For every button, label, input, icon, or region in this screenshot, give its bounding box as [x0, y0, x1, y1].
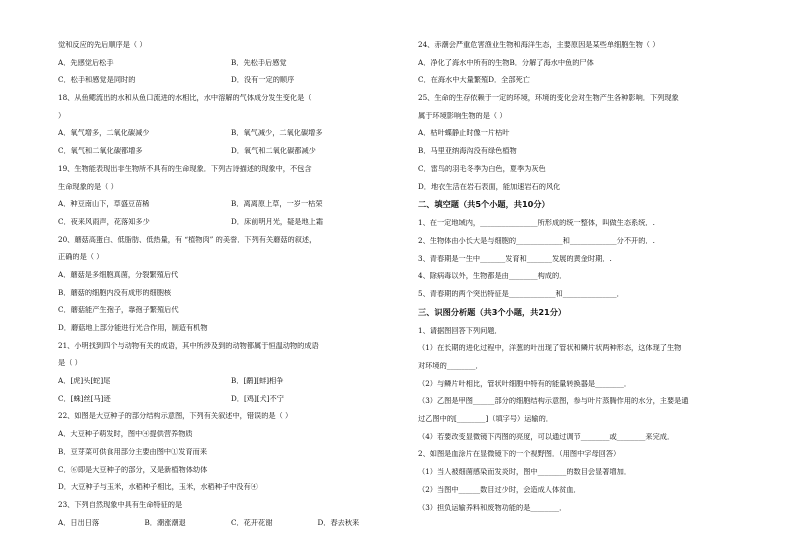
- question-line: 属于环境影响生物的是（ ）: [418, 111, 507, 120]
- option-row: [58, 59, 404, 67]
- question-line: B．豆芽菜可供食用部分主要由图中①发育而来: [58, 447, 208, 456]
- question-line: （4）若要改变显微镜下丙图的亮度，可以通过调节________或________来完成．: [418, 432, 675, 441]
- option-text: A．氧气增多，二氧化碳减少: [58, 129, 150, 138]
- question-line: 1、请据图回答下列问题．: [418, 326, 502, 335]
- question-line: 21、小明找到四个与动物有关的成语，其中所涉及到的动物都属于恒温动物的成语: [58, 341, 319, 350]
- question-line: C．雷鸟的羽毛冬季为白色，夏季为灰色: [418, 164, 546, 173]
- question-line: C．蘑菇能产生孢子，靠孢子繁殖后代: [58, 306, 179, 315]
- section-heading: 三、识图分析题（共3个小题，共21分）: [418, 306, 567, 317]
- option-text: C．松手和感觉是同时的: [58, 76, 136, 85]
- option-text: B．氧气减少，二氧化碳增多: [231, 129, 323, 138]
- question-line: C．⑥即是大豆种子的部分，又是新植物体幼体: [58, 465, 208, 474]
- question-line: （3）担负运输养料和废物功能的是________．: [418, 503, 567, 512]
- question-line: A．大豆种子萌发时，图中④提供营养物质: [58, 430, 193, 439]
- question-line: 1、在一定地域内，________________所形成的统一整体，叫做生态系统．.: [418, 219, 655, 228]
- option-row: [58, 129, 404, 137]
- question-line: 19、生物能表现出非生物所不具有的生命现象．下列古诗描述的现象中，不包含: [58, 164, 312, 173]
- option-text: D．没有一定的顺序: [231, 76, 295, 85]
- question-line: C．在海水中大量繁殖D．全部死亡: [418, 76, 530, 85]
- question-line: （1）当人被细菌感染而发炎时，图中________的数目会显著增加．: [418, 468, 632, 477]
- question-line: B．蘑菇的细胞内没有成形的细胞核: [58, 288, 172, 297]
- question-line: 是（ ）: [58, 359, 82, 368]
- option-text: A．日出日落: [58, 518, 100, 527]
- question-line: D．大豆种子与玉米，水稻种子相比，玉米，水稻种子中没有④: [58, 483, 258, 492]
- right-column: [418, 41, 770, 521]
- option-row: [58, 395, 404, 403]
- question-line: 过乙图中的[________]（填字号）运输的．: [418, 415, 553, 424]
- question-line: （3）乙图是甲图______部分的细胞结构示意图，参与叶片蒸腾作用的水分，主要是通: [418, 397, 689, 406]
- question-line: （2）与鳞片叶相比，管状叶细胞中特有的能量转换器是________．: [418, 379, 632, 388]
- option-row: [58, 218, 404, 226]
- question-line: A．枯叶蝶静止时像一片枯叶: [418, 129, 510, 138]
- option-text: D．春去秋来: [317, 518, 360, 527]
- option-text: A．种豆南山下，草盛豆苗稀: [58, 200, 150, 209]
- option-text: D．氧气和二氧化碳都减少: [231, 147, 316, 156]
- question-line: 3、青春期是一生中_______发育和_______发展的黄金时期．.: [418, 254, 612, 263]
- option-text: [653, 59, 770, 67]
- question-line: ）: [58, 111, 66, 120]
- question-line: 2、如图是血涂片在显微镜下的一个视野图．（用图中字母回答）: [418, 450, 621, 459]
- option-row: [58, 76, 404, 84]
- left-column: [58, 41, 404, 536]
- option-row: [58, 377, 404, 385]
- question-line: 23、下列自然现象中具有生命特征的是: [58, 500, 183, 509]
- option-text: D．[鸡][犬]不宁: [231, 394, 284, 403]
- question-line: 对环境的________．: [418, 362, 483, 370]
- question-line: （1）在长期的进化过程中，洋葱的叶出现了管状和鳞片状两种形态，这体现了生物: [418, 344, 682, 353]
- question-line: 生命现象的是（ ）: [58, 182, 118, 191]
- question-line: （2）当图中______数目过少时，会造成人体贫血．: [418, 485, 581, 494]
- option-row: [58, 519, 404, 527]
- option-row: [58, 200, 404, 208]
- question-line: 22、如图是大豆种子的部分结构示意图，下列有关叙述中，错误的是（ ）: [58, 412, 293, 421]
- option-text: B．潮涨潮退: [144, 518, 186, 527]
- option-text: B．先松手后感觉: [231, 58, 287, 67]
- option-text: C．[蛛]丝[马]迹: [58, 394, 111, 403]
- option-text: A．净化了海水中所有的生物B．分解了海水中鱼的尸体: [418, 58, 594, 67]
- question-line: D．蘑菇地上部分能进行光合作用，制造有机物: [58, 324, 208, 332]
- question-line: A．蘑菇是多细胞真菌，分裂繁殖后代: [58, 270, 179, 279]
- question-line: 18、从鱼鳃流出的水和从鱼口流进的水相比，水中溶解的气体成分发生变化是（: [58, 94, 312, 103]
- question-line: 4、除病毒以外，生物都是由________构成的．: [418, 272, 567, 281]
- option-text: B．离离原上草，一岁一枯荣: [231, 200, 323, 209]
- option-text: B．[鹬][蚌]相争: [231, 377, 284, 386]
- question-line: 正确的是（ ）: [58, 253, 104, 262]
- option-row: [58, 147, 404, 155]
- option-text: C．夜来风雨声，花落知多少: [58, 217, 150, 226]
- option-text: A．先感觉后松手: [58, 58, 114, 67]
- option-text: D．床前明月光，疑是地上霜: [231, 217, 324, 226]
- question-line: 觉和反应的先后顺序是（ ）: [58, 41, 147, 49]
- option-row: [418, 59, 770, 67]
- question-line: 2、生物体由小长大是与细胞的_____________和_____________分不开的．.: [418, 236, 655, 245]
- section-heading: 二、填空题（共5个小题，共10分）: [418, 199, 550, 210]
- option-text: A．[虎]头[蛇]尾: [58, 377, 111, 386]
- question-line: B．马里亚纳海沟没有绿色植物: [418, 147, 517, 156]
- question-line: 20、蘑菇高蛋白、低脂肪、低热量，有 “植物肉” 的美誉．下列有关蘑菇的叙述，: [58, 235, 317, 244]
- question-line: D．地衣生活在岩石表面，能加速岩石的风化: [418, 182, 561, 191]
- question-line: 25、生命的生存依赖于一定的环境，环境的变化会对生物产生各种影响．下列现象: [418, 94, 679, 103]
- question-line: 5、青春期的两个突出特征是_____________和_______________．: [418, 289, 624, 298]
- option-text: C．花开花谢: [231, 518, 273, 527]
- question-line: 24、赤潮会严重危害渔业生物和海洋生态，主要原因是某些单细胞生物（ ）: [418, 41, 660, 49]
- option-text: C．氧气和二氧化碳都增多: [58, 147, 143, 156]
